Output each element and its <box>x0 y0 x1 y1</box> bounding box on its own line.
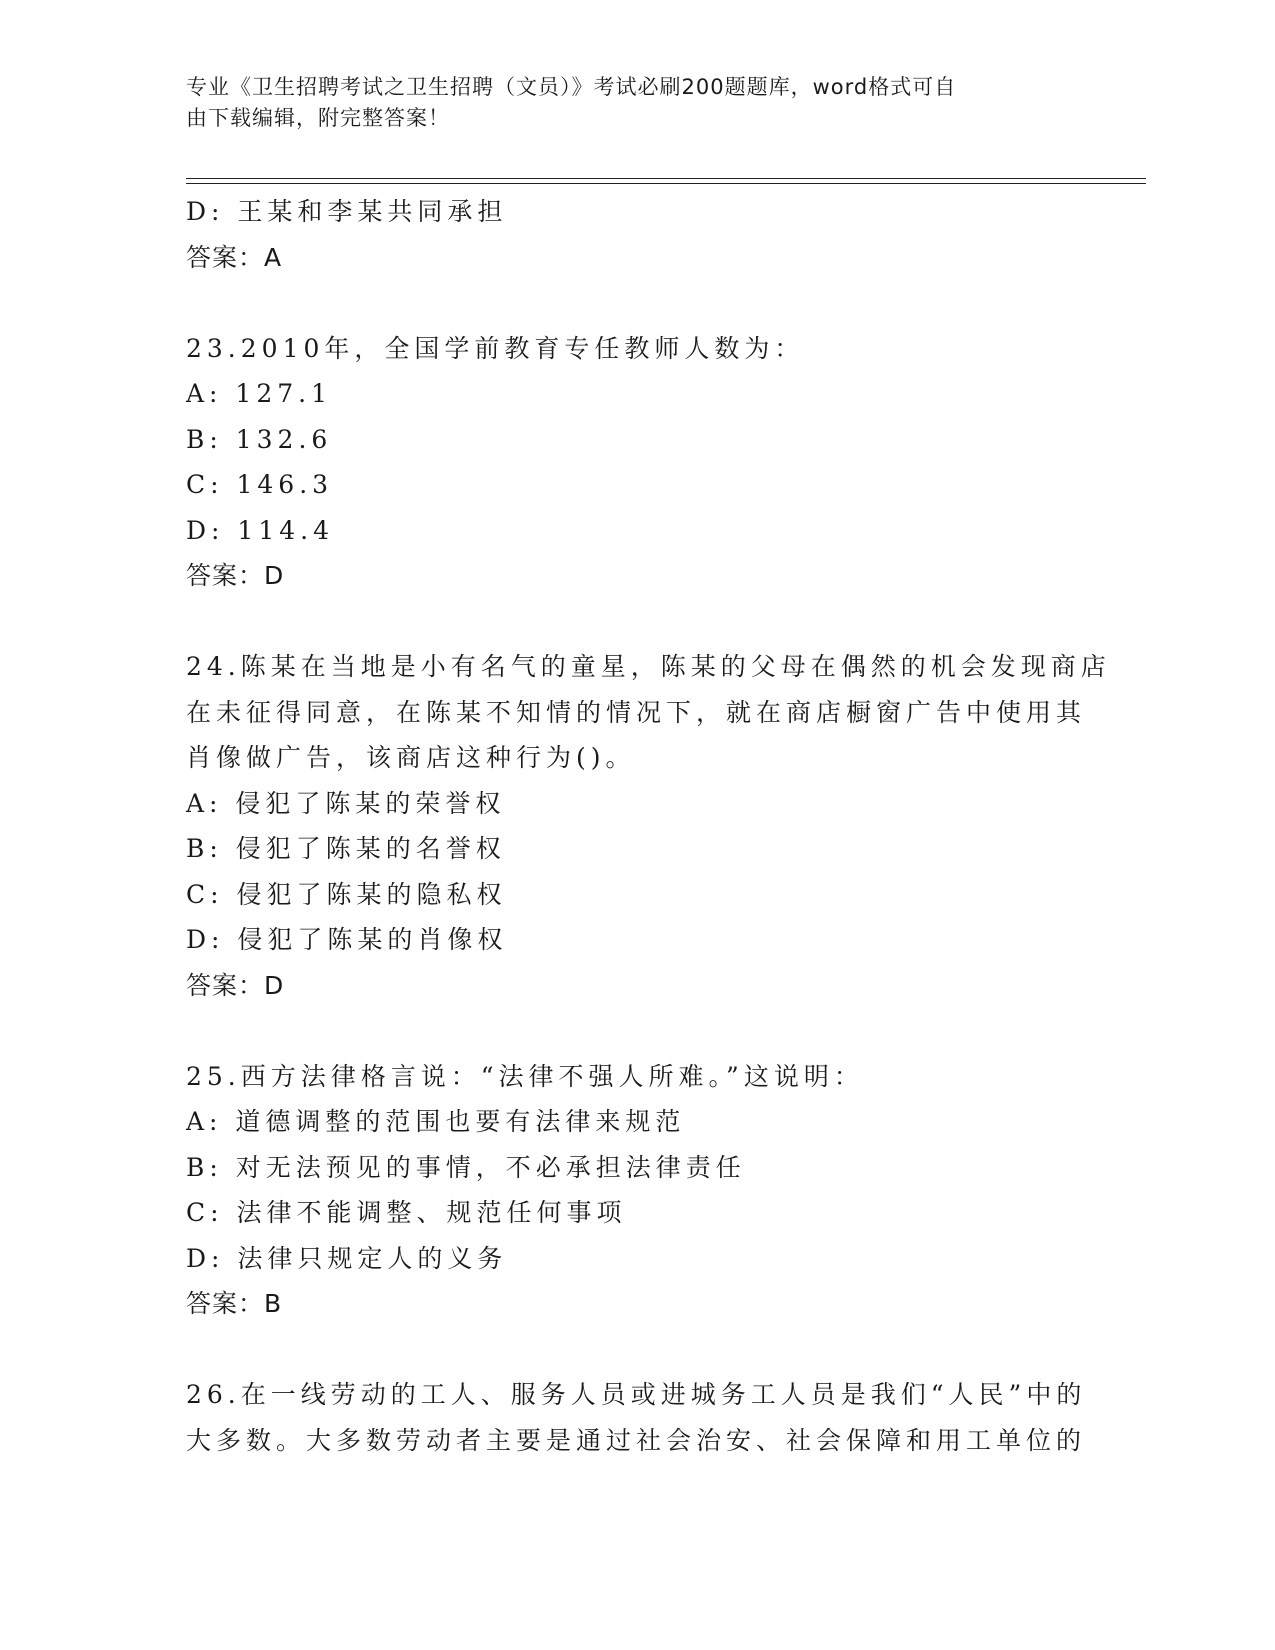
question-text: 23.2010年，全国学前教育专任教师人数为： <box>186 333 805 363</box>
header-line-1: 专业《卫生招聘考试之卫生招聘（文员）》考试必刷200题题库，word格式可自 <box>186 75 957 99</box>
answer-line: 答案：B <box>186 1289 283 1318</box>
answer-line: 答案：A <box>186 242 283 272</box>
option-a: A: 道德调整的范围也要有法律来规范 <box>186 1107 686 1136</box>
option-b: B: 132.6 <box>186 424 333 454</box>
answer-line: 答案：D <box>186 970 285 1000</box>
question-text-line-2: 在未征得同意，在陈某不知情的情况下，就在商店橱窗广告中使用其 <box>186 697 1087 727</box>
question-block-26 <box>186 1372 1086 1463</box>
question-content <box>186 189 1111 1463</box>
header-rule-top <box>186 178 1146 179</box>
option-c: C: 法律不能调整、规范任何事项 <box>186 1198 627 1227</box>
spacer <box>186 599 1086 645</box>
option-d: D: 114.4 <box>186 515 334 545</box>
option-a: A: 127.1 <box>186 379 332 408</box>
question-block-23 <box>186 326 1086 599</box>
spacer <box>186 1327 1086 1373</box>
question-block-24 <box>186 644 1111 1008</box>
option-d: D: 侵犯了陈某的肖像权 <box>186 925 508 954</box>
option-c: C: 侵犯了陈某的隐私权 <box>186 879 507 909</box>
question-text-line-2: 大多数。大多数劳动者主要是通过社会治安、社会保障和用工单位的 <box>186 1425 1087 1455</box>
question-text-line-1: 24.陈某在当地是小有名气的童星，陈某的父母在偶然的机会发现商店 <box>186 652 1111 681</box>
document-header <box>186 72 1066 134</box>
spacer <box>186 280 1086 326</box>
question-text: 25.西方法律格言说：“法律不强人所难。”这说明： <box>186 1061 864 1091</box>
question-block-25 <box>186 1054 1086 1327</box>
answer-line: 答案：D <box>186 561 285 590</box>
option-d: D: 王某和李某共同承担 <box>186 197 508 226</box>
question-text-line-1: 26.在一线劳动的工人、服务人员或进城务工人员是我们“人民”中的 <box>186 1380 1087 1409</box>
header-rule-bottom <box>186 183 1146 184</box>
option-c: C: 146.3 <box>186 470 334 499</box>
option-b: B: 侵犯了陈某的名誉权 <box>186 834 506 863</box>
spacer <box>186 1008 1086 1054</box>
option-b: B: 对无法预见的事情，不必承担法律责任 <box>186 1152 746 1182</box>
option-a: A: 侵犯了陈某的荣誉权 <box>186 788 506 818</box>
question-text-line-3: 肖像做广告，该商店这种行为()。 <box>186 743 636 772</box>
header-line-2: 由下载编辑，附完整答案！ <box>186 106 450 130</box>
option-d: D: 法律只规定人的义务 <box>186 1243 508 1273</box>
